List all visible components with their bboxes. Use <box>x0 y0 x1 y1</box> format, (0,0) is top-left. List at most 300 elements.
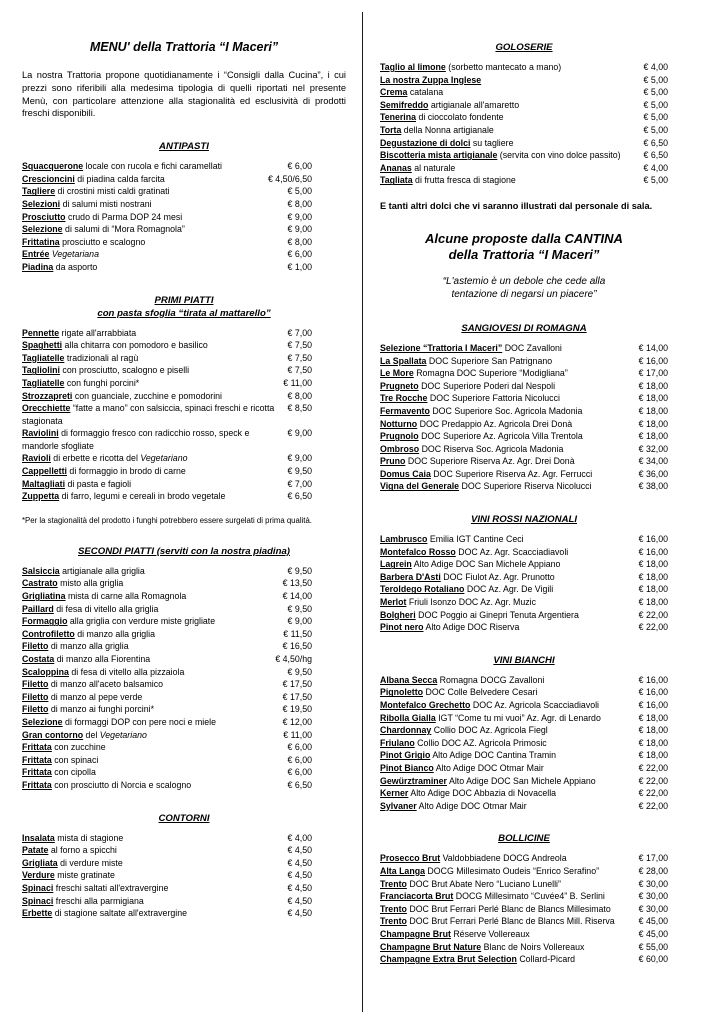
menu-item <box>380 99 668 112</box>
item-name: Entrée <box>22 249 50 260</box>
menu-item <box>380 367 668 380</box>
item-name: Teroldego Rotaliano <box>380 584 465 595</box>
item-price: € 1,00 <box>287 261 312 272</box>
item-name: Frittata <box>22 779 52 790</box>
item-text <box>22 869 288 882</box>
item-list <box>22 565 346 792</box>
item-text <box>22 882 288 895</box>
item-price: € 9,00 <box>287 428 312 439</box>
menu-item <box>22 390 312 403</box>
menu-item <box>380 418 668 431</box>
menu-item <box>380 621 668 634</box>
item-text <box>380 533 639 546</box>
item-list <box>22 160 346 273</box>
menu-item <box>380 480 668 493</box>
item-text <box>22 261 288 274</box>
item-description: DOCG Millesimato Oudeis “Enrico Serafino” <box>427 865 600 876</box>
menu-item <box>22 653 312 666</box>
menu-item <box>380 878 668 891</box>
item-text <box>22 844 288 857</box>
item-price: € 5,00 <box>287 186 312 197</box>
item-text <box>380 712 639 725</box>
item-text <box>22 364 288 377</box>
item-text <box>22 223 288 236</box>
item-price: € 18,00 <box>638 380 668 391</box>
item-text <box>380 367 639 380</box>
item-description: freschi alla parmigiana <box>55 895 144 906</box>
item-price: € 18,00 <box>638 712 668 723</box>
menu-section <box>22 295 346 525</box>
menu-item <box>22 615 312 628</box>
item-name: Costata <box>22 654 55 664</box>
item-description: Réserve Vollereaux <box>453 928 530 939</box>
item-price: € 8,50 <box>287 403 312 414</box>
menu-item <box>380 174 668 187</box>
menu-item <box>380 137 668 150</box>
item-text <box>22 160 288 173</box>
item-description: DOC Superiore San Patrignano <box>428 355 553 366</box>
item-description: DOC Superiore Fattoria Nicolucci <box>429 393 560 404</box>
item-price: € 5,00 <box>643 74 668 85</box>
item-text <box>22 615 288 628</box>
menu-item <box>380 852 668 865</box>
section-heading: CONTORNI <box>158 812 210 824</box>
item-price: € 16,00 <box>638 355 668 366</box>
menu-item <box>22 160 312 173</box>
item-name: Castrato <box>22 578 58 589</box>
item-name: Pignoletto <box>380 687 424 698</box>
item-price: € 36,00 <box>638 468 668 479</box>
item-text <box>380 392 639 405</box>
menu-item <box>22 703 312 716</box>
item-price: € 38,00 <box>638 481 668 492</box>
right-column <box>380 0 668 966</box>
item-text <box>22 640 283 653</box>
item-description-italic: Vegetariana <box>51 249 99 260</box>
item-description: artigianale all'amaretto <box>430 99 520 110</box>
item-price: € 22,00 <box>638 609 668 620</box>
item-price: € 6,00 <box>287 249 312 260</box>
item-name: Filetto <box>22 679 49 690</box>
menu-item <box>380 903 668 916</box>
menu-section <box>380 514 668 634</box>
menu-item <box>22 577 312 590</box>
menu-item <box>22 198 312 211</box>
intro-paragraph: La nostra Trattoria propone quotidianamente i “Consigli dalla Cucina”, i cui prezzi sono riferibili alla medesima tipologia di quelli riportati nel presente Menù, con particolare attenzione alla stagionalità ed esclusività di prodotti freschi disponibili. <box>22 70 346 119</box>
item-name: Prugnolo <box>380 431 419 442</box>
item-text <box>22 857 288 870</box>
menu-item <box>22 666 312 679</box>
menu-item <box>22 857 312 870</box>
item-text <box>380 546 639 559</box>
item-price: € 4,50 <box>287 882 312 893</box>
item-text <box>22 653 275 666</box>
item-name: Erbette <box>22 908 53 919</box>
item-description: DOC Brut Abate Nero “Luciano Lunelli” <box>409 878 561 889</box>
item-price: € 32,00 <box>638 443 668 454</box>
item-name: Domus Caia <box>380 468 431 479</box>
menu-section <box>22 813 346 920</box>
menu-item <box>380 546 668 559</box>
item-price: € 60,00 <box>638 954 668 965</box>
item-description: di manzo all'aceto balsamico <box>50 679 164 690</box>
item-price: € 18,00 <box>638 418 668 429</box>
item-description: di cioccolato fondente <box>418 112 504 123</box>
item-text <box>380 111 644 124</box>
item-text <box>22 377 283 390</box>
desserts-note: E tanti altri dolci che vi saranno illustrati dal personale di sala. <box>380 200 653 211</box>
item-text <box>380 953 639 966</box>
item-price: € 7,50 <box>287 352 312 363</box>
item-name: Friulano <box>380 737 415 748</box>
item-price: € 4,00 <box>643 62 668 72</box>
menu-item <box>380 749 668 762</box>
item-text <box>380 737 639 750</box>
item-text <box>22 754 288 767</box>
menu-item <box>380 571 668 584</box>
item-text <box>22 907 288 920</box>
item-price: € 9,50 <box>287 603 312 614</box>
item-description: DOC Zavalloni <box>504 342 562 353</box>
item-price: € 4,50 <box>287 857 312 868</box>
item-description: Alto Adige DOC San Michele Appiano <box>413 559 561 570</box>
item-description: locale con rucola e fichi caramellati <box>85 161 222 172</box>
item-description: di crostini misti caldi gratinati <box>57 186 170 197</box>
item-name: Merlot <box>380 597 407 608</box>
item-description: Collard-Picard <box>519 954 576 965</box>
section-heading: SANGIOVESI DI ROMAGNA <box>461 322 587 334</box>
item-name: Strozzapreti <box>22 390 73 401</box>
item-price: € 22,00 <box>638 775 668 786</box>
section-heading: VINI ROSSI NAZIONALI <box>470 514 578 526</box>
item-description: DOC Superiore Riserva Az. Agr. Ferrucci <box>433 468 593 479</box>
item-text <box>22 832 288 845</box>
item-description: misto alla griglia <box>60 578 124 589</box>
item-description: Alto Adige DOC Abbazia di Novacella <box>410 788 557 799</box>
item-name: Champagne Brut Nature <box>380 941 482 952</box>
item-text <box>380 762 639 775</box>
menu-item <box>380 61 668 74</box>
item-text <box>22 703 283 716</box>
item-price: € 30,00 <box>638 903 668 914</box>
menu-item <box>22 465 312 478</box>
item-name: Pennette <box>22 327 60 338</box>
item-description: di manzo alla Fiorentina <box>56 654 151 664</box>
item-description: mista di stagione <box>57 832 124 843</box>
item-text <box>22 390 288 403</box>
menu-title: MENU' della Trattoria “I Maceri” <box>89 40 279 54</box>
item-price: € 4,50 <box>287 845 312 856</box>
item-description: con cipolla <box>54 767 96 778</box>
item-name: Montefalco Grechetto <box>380 700 471 710</box>
menu-item <box>380 800 668 813</box>
item-text <box>380 878 639 891</box>
item-text <box>22 716 283 729</box>
menu-item <box>380 674 668 687</box>
item-description: di manzo alla griglia <box>50 641 129 652</box>
item-description: DOC Az. Agricola Scacciadiavoli <box>472 700 600 710</box>
item-description: di manzo alla griglia <box>77 628 155 639</box>
cantina-quote-line: tentazione di negarsi un piacere” <box>451 289 597 301</box>
item-price: € 28,00 <box>638 865 668 876</box>
item-list <box>380 533 668 634</box>
item-text <box>22 402 288 427</box>
item-text <box>380 558 639 571</box>
menu-item <box>22 223 312 236</box>
item-name: Ravioli <box>22 453 51 464</box>
menu-section <box>380 42 668 187</box>
section-heading: BOLLICINE <box>498 833 550 845</box>
menu-item <box>380 111 668 124</box>
item-text <box>22 173 268 186</box>
item-description: di stagione saltate all'extravergine <box>54 908 188 919</box>
menu-item <box>22 691 312 704</box>
item-price: € 7,00 <box>287 478 312 489</box>
item-name: Selezione <box>22 716 63 727</box>
item-description: di fesa di vitello alla pizzaiola <box>71 666 185 677</box>
menu-item <box>22 327 312 340</box>
item-description: con guanciale, zucchine e pomodorini <box>74 390 223 401</box>
item-name: Lambrusco <box>380 534 428 545</box>
item-name: Frittata <box>22 754 52 765</box>
item-list <box>380 61 668 187</box>
item-name: Kerner <box>380 788 409 799</box>
item-name: Tre Rocche <box>380 393 428 404</box>
item-name: Prosecco Brut <box>380 853 441 864</box>
cantina-quote <box>380 275 668 302</box>
item-price: € 4,50/6,50 <box>267 173 312 184</box>
item-description: alla griglia con verdure miste grigliate <box>69 616 216 627</box>
item-description: con funghi porcini* <box>66 377 140 388</box>
item-description: Emilia IGT Cantine Ceci <box>429 534 524 545</box>
item-price: € 22,00 <box>638 788 668 799</box>
item-price: € 9,00 <box>287 211 312 222</box>
item-description: di fesa di vitello alla griglia <box>56 603 159 614</box>
item-description-italic: Vegetariano <box>99 729 147 740</box>
item-description: di piadina calda farcita <box>77 173 165 184</box>
item-name: Grigliatina <box>22 591 66 602</box>
item-description: DOC Superiore Riserva Az. Agr. Drei Donà <box>407 456 575 467</box>
item-text <box>22 628 283 641</box>
item-description-italic: Vegetariano <box>140 453 188 464</box>
menu-section <box>380 655 668 813</box>
menu-item <box>22 185 312 198</box>
item-description: (sorbetto mantecato a mano) <box>448 62 562 72</box>
item-description: (servita con vino dolce passito) <box>499 150 621 161</box>
item-text <box>380 787 639 800</box>
item-name: Spinaci <box>22 895 54 906</box>
item-name: Selezioni <box>22 198 61 209</box>
menu-item <box>22 729 312 742</box>
item-price: € 6,00 <box>287 754 312 765</box>
item-text <box>22 465 288 478</box>
menu-item <box>22 490 312 503</box>
section-heading: PRIMI PIATTI <box>154 294 214 306</box>
item-text <box>380 124 644 137</box>
item-text <box>22 603 288 616</box>
item-price: € 18,00 <box>638 559 668 570</box>
cantina-quote-line: “L'astemio è un debole che cede alla <box>442 275 606 287</box>
item-description: di salumi di “Mora Romagnola” <box>65 224 185 235</box>
item-price: € 14,00 <box>638 342 668 353</box>
menu-item <box>22 882 312 895</box>
item-text <box>380 890 639 903</box>
item-text <box>22 248 288 261</box>
menu-item <box>22 895 312 908</box>
item-name: Piadina <box>22 261 54 272</box>
menu-item <box>380 149 668 162</box>
item-text <box>22 666 288 679</box>
item-name: Controfiletto <box>22 628 75 639</box>
item-text <box>380 903 639 916</box>
menu-item <box>380 787 668 800</box>
item-name: Pinot Bianco <box>380 762 434 773</box>
item-text <box>22 490 288 503</box>
item-price: € 6,00 <box>287 742 312 753</box>
item-text <box>380 174 644 187</box>
item-name: Gewürztraminer <box>380 775 447 786</box>
item-description: DOC Fiulot Az. Agr. Prunotto <box>443 571 555 582</box>
menu-item <box>22 339 312 352</box>
section-heading: GOLOSERIE <box>495 42 553 53</box>
menu-item <box>380 558 668 571</box>
menu-item <box>380 583 668 596</box>
menu-item <box>380 941 668 954</box>
section-heading: SECONDI PIATTI (serviti con la nostra piadina) <box>78 545 290 557</box>
item-text <box>380 74 644 87</box>
item-price: € 9,00 <box>287 453 312 464</box>
menu-item <box>380 468 668 481</box>
cantina-title <box>380 231 668 264</box>
menu-item <box>380 443 668 456</box>
item-text <box>22 678 283 691</box>
item-text <box>22 198 288 211</box>
item-name: Tagliolini <box>22 365 60 376</box>
item-price: € 17,00 <box>638 853 668 864</box>
menu-item <box>380 380 668 393</box>
menu-item <box>22 716 312 729</box>
item-name: Prugneto <box>380 380 419 391</box>
item-price: € 18,00 <box>638 393 668 404</box>
item-name: Raviolini <box>22 428 59 439</box>
item-description: Collio DOC Az. Agricola Fiegl <box>433 725 548 736</box>
menu-item <box>380 686 668 699</box>
item-name: Scaloppina <box>22 666 69 677</box>
item-price: € 14,00 <box>282 591 312 602</box>
item-price: € 13,50 <box>282 578 312 589</box>
item-price: € 45,00 <box>638 916 668 927</box>
menu-item <box>380 699 668 712</box>
item-price: € 45,00 <box>638 928 668 939</box>
menu-item <box>380 533 668 546</box>
menu-item <box>380 724 668 737</box>
item-list <box>380 674 668 813</box>
item-name: Salsiccia <box>22 565 60 576</box>
item-description: al forno a spicchi <box>50 845 117 856</box>
item-description: “fatte a mano” con salsiccia, spinaci freschi e ricotta stagionata <box>22 403 275 426</box>
menu-item <box>22 211 312 224</box>
item-description: con spinaci <box>54 754 99 765</box>
menu-item <box>380 865 668 878</box>
item-name: Spinaci <box>22 882 54 893</box>
item-text <box>22 577 283 590</box>
item-text <box>22 452 288 465</box>
item-price: € 8,00 <box>287 390 312 401</box>
menu-item <box>22 248 312 261</box>
item-name: Vigna del Generale <box>380 481 460 492</box>
item-description: di formaggi DOP con pere noci e miele <box>65 716 216 727</box>
menu-item <box>380 405 668 418</box>
item-text <box>380 609 639 622</box>
item-name: Barbera D'Asti <box>380 571 441 582</box>
item-price: € 11,00 <box>283 729 312 740</box>
item-price: € 11,50 <box>283 628 312 639</box>
item-name: Torta <box>380 124 402 135</box>
item-name: La nostra Zuppa Inglese <box>380 74 482 85</box>
item-price: € 11,00 <box>283 377 312 388</box>
menu-item <box>380 609 668 622</box>
menu-item <box>22 640 312 653</box>
item-text <box>380 749 639 762</box>
item-price: € 6,00 <box>287 767 312 778</box>
item-name: Patate <box>22 845 49 856</box>
item-description: di manzo al pepe verde <box>50 691 143 702</box>
item-price: € 4,50/hg <box>275 654 312 664</box>
item-price: € 30,00 <box>638 878 668 889</box>
item-text <box>22 779 288 792</box>
item-name: Verdure <box>22 870 55 881</box>
menu-section <box>22 546 346 792</box>
item-description: Romagna DOCG Zavalloni <box>439 674 545 685</box>
item-price: € 18,00 <box>638 737 668 748</box>
item-price: € 7,50 <box>287 340 312 351</box>
item-name: Zuppetta <box>22 491 60 502</box>
column-divider <box>362 12 363 1012</box>
item-name: Ribolla Gialla <box>380 712 436 723</box>
item-description: di salumi misti nostrani <box>62 198 152 209</box>
section-heading: ANTIPASTI <box>159 141 209 153</box>
item-description: Alto Adige DOC Otmar Mair <box>418 800 527 811</box>
item-price: € 16,00 <box>638 674 668 685</box>
item-description: di manzo ai funghi porcini* <box>50 704 155 715</box>
menu-item <box>380 890 668 903</box>
item-description: alla chitarra con pomodoro e basilico <box>64 340 208 351</box>
item-price: € 5,00 <box>643 124 668 135</box>
item-price: € 12,00 <box>282 716 312 727</box>
item-list <box>380 852 668 965</box>
item-price: € 22,00 <box>638 622 668 633</box>
item-text <box>380 430 639 443</box>
item-description: tradizionali al ragù <box>66 352 139 363</box>
item-price: € 4,50 <box>287 895 312 906</box>
item-description: Alto Adige DOC San Michele Appiano <box>448 775 596 786</box>
item-description: rigate all'arrabbiata <box>61 327 137 338</box>
item-name: Maltagliati <box>22 478 66 489</box>
menu-item <box>22 590 312 603</box>
menu-item <box>380 74 668 87</box>
item-name: Prosciutto <box>22 211 66 222</box>
item-description: Alto Adige DOC Otmar Mair <box>435 762 544 773</box>
menu-item <box>22 377 312 390</box>
item-description: di pasta e fagioli <box>67 478 132 489</box>
item-description: prosciutto e scalogno <box>62 236 146 247</box>
item-name: Sylvaner <box>380 800 417 811</box>
menu-item <box>380 162 668 175</box>
item-description: DOC Az. Agr. Scacciadiavoli <box>458 546 569 557</box>
item-description: di erbette e ricotta del <box>53 453 138 464</box>
item-price: € 4,00 <box>287 832 312 843</box>
item-price: € 16,00 <box>638 700 668 710</box>
